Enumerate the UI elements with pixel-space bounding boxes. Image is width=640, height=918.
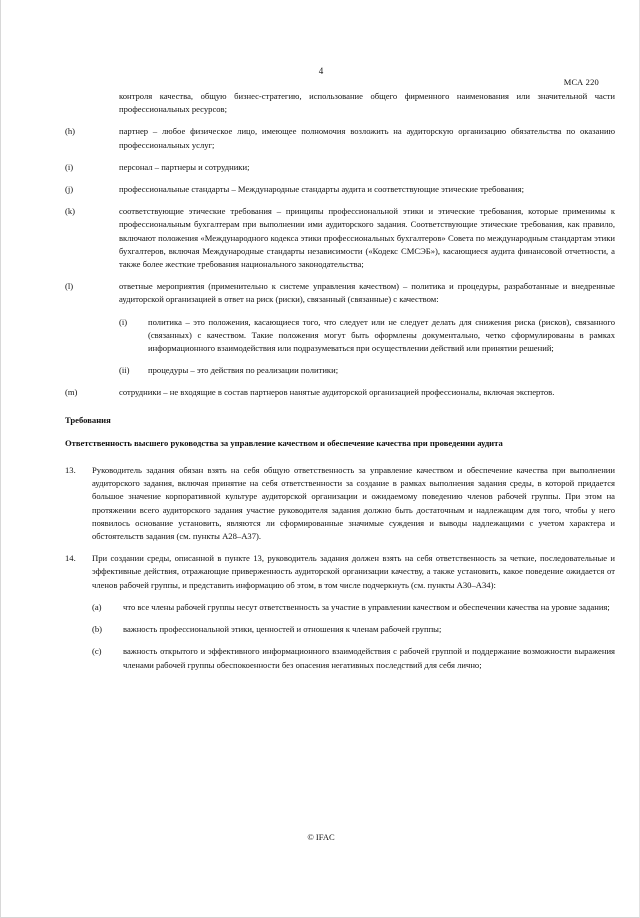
subitem-text: политика – это положения, касающиеся того, что следует или не следует делать для снижения риска (рисков), связанного (связанных) с качеством. Такие положения могут быть оформлены документально, четко сформулированы в рамках информационного взаимодействия или подразумеваться при осуществлении действий или принятии решений; — [148, 316, 615, 354]
definition-item-h — [65, 125, 615, 151]
page-number: 4 — [318, 66, 324, 76]
page-content — [65, 90, 615, 681]
definition-continuation — [65, 90, 615, 116]
section-heading: Требования — [65, 414, 111, 425]
section-subheading: Ответственность высшего руководства за управление качеством и обеспечение качества при проведении аудита — [65, 437, 503, 448]
list-item-label: (a) — [92, 601, 102, 612]
definition-text: персонал – партнеры и сотрудники; — [119, 161, 250, 172]
definition-text: партнер – любое физическое лицо, имеющее полномочия возложить на аудиторскую организацию обязательства по оказанию профессиональных услуг; — [119, 126, 615, 150]
paragraph-number: 13. — [65, 465, 76, 476]
subitem-text: процедуры – это действия по реализации политики; — [148, 365, 339, 376]
definition-item-i — [65, 161, 615, 174]
paragraph-number: 14. — [65, 553, 76, 564]
paragraph-14-item-a — [65, 601, 615, 614]
definition-label: (i) — [65, 161, 74, 172]
list-item-text: что все члены рабочей группы несут ответственность за участие в управлении качеством и обеспечении качества на уровне задания; — [123, 601, 610, 612]
definition-text: контроля качества, общую бизнес-стратегию, использование общего фирменного наименования или значительной части профессиональных ресурсов; — [119, 91, 615, 115]
document-code: МСА 220 — [563, 77, 599, 87]
definition-label: (h) — [65, 126, 76, 137]
subitem-l-i — [65, 316, 615, 356]
subitem-label: (i) — [119, 316, 128, 327]
list-item-text: важность профессиональной этики, ценностей и отношения к членам рабочей группы; — [123, 624, 442, 635]
definition-text: соответствующие этические требования – принципы профессиональной этики и этические требования, которые применимы к профессиональным бухгалтерам при выполнении ими аудиторского задания. Соответствующие этические требования, как правило, включают положения «Международного кодекса этики профессиональных бухгалтеров» Совета по международным стандартам этики бухгалтеров, включая Международные стандарты независимости («Кодекс СМСЭБ»), касающиеся аудита финансовой отчетности, а также более жесткие требования национального законодательства; — [119, 206, 615, 270]
subitem-l-ii — [65, 364, 615, 377]
definition-text: профессиональные стандарты – Международные стандарты аудита и соответствующие этические требования; — [119, 184, 525, 195]
paragraph-14-item-c — [65, 645, 615, 671]
definition-text: ответные мероприятия (применительно к системе управления качеством) – политика и процедуры, разработанные и внедренные аудиторской организацией в ответ на риск (риски), связанный (связанные) с качеством: — [119, 281, 615, 305]
paragraph-text: При создании среды, описанной в пункте 13, руководитель задания должен взять на себя ответственность за четкие, последовательные и эффективные действия, отражающие приверженность аудиторской организации качеству, а также установить, какое поведение ожидается от членов рабочей группы, и представить информацию об этом, в том числе подчеркнуть (см. пункты A30–A34): — [92, 553, 615, 590]
definition-item-j — [65, 183, 615, 196]
paragraph-text: Руководитель задания обязан взять на себя общую ответственность за управление качеством и обеспечение качества при выполнении аудиторского задания, включая принятие на себя ответственности за создание в рамках выполнения задания среды, в которой придается большое значение корпоративной культуре аудиторской организации и ожидаемому поведению членов рабочей группы. При этом на протяжении всего аудиторского задания участие руководителя задания должно быть достаточным и надлежащим для того, чтобы у него появилось основание установить, являются ли сформированные значимые суждения и выводы надлежащими с учетом характера и обстоятельств задания (см. пункты A28–A37). — [92, 465, 615, 542]
definition-label: (k) — [65, 206, 76, 217]
list-item-text: важность открытого и эффективного информационного взаимодействия с рабочей группой и поддержание возможности выражения членами рабочей группы обеспокоенности без опасения негативных последствий для себя лично; — [123, 646, 615, 670]
paragraph-14-item-b — [65, 623, 615, 636]
definition-item-k — [65, 205, 615, 271]
paragraph-14 — [65, 552, 615, 592]
definition-label: (j) — [65, 184, 74, 195]
list-item-label: (c) — [92, 646, 102, 657]
subitem-label: (ii) — [119, 365, 130, 376]
definition-item-l — [65, 280, 615, 306]
definition-item-m — [65, 386, 615, 399]
copyright-footer: © IFAC — [307, 832, 335, 842]
paragraph-13 — [65, 464, 615, 543]
definition-text: сотрудники – не входящие в состав партнеров нанятые аудиторской организацией профессионалы, включая экспертов. — [119, 387, 555, 398]
list-item-label: (b) — [92, 624, 103, 635]
definition-label: (l) — [65, 281, 74, 292]
definition-label: (m) — [65, 387, 78, 398]
